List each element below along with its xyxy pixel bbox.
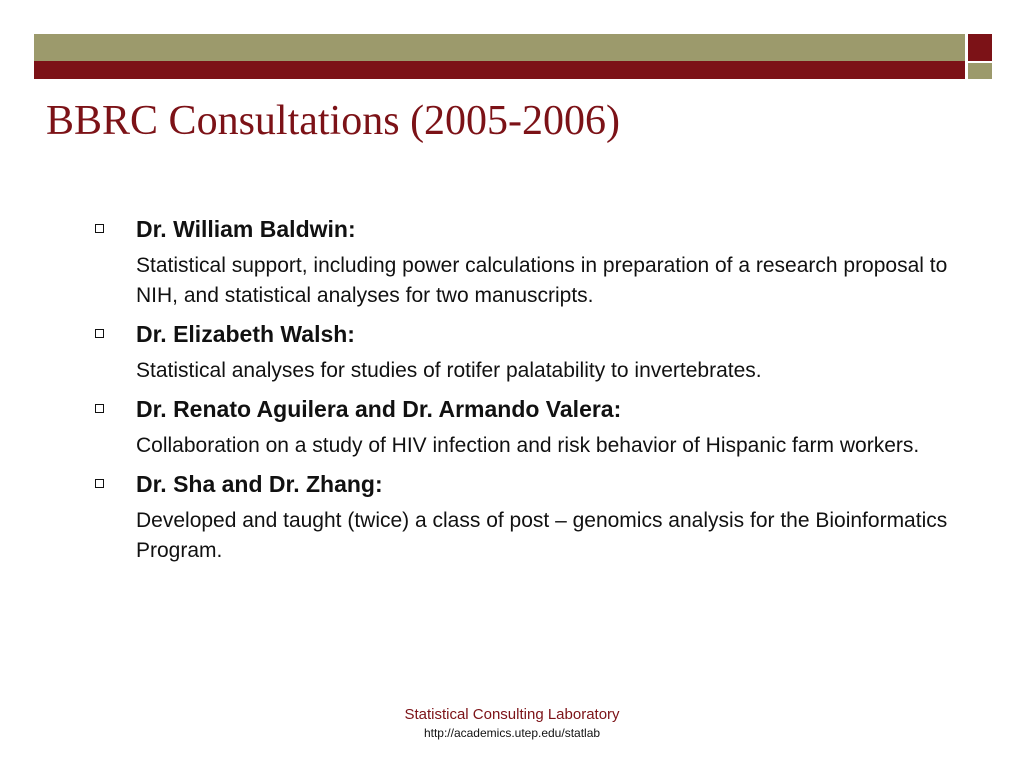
header-maroon-bar <box>34 61 965 79</box>
slide-title: BBRC Consultations (2005-2006) <box>46 98 621 144</box>
hollow-square-bullet-icon <box>95 479 104 488</box>
hollow-square-bullet-icon <box>95 404 104 413</box>
hollow-square-bullet-icon <box>95 224 104 233</box>
consultant-name: Dr. Renato Aguilera and Dr. Armando Valera: <box>136 396 622 422</box>
list-item-heading <box>92 212 972 246</box>
list-item-heading <box>92 392 972 426</box>
header-olive-square <box>968 63 992 79</box>
consultation-description: Statistical support, including power calculations in preparation of a research proposal to NIH, and statistical analyses for two manuscripts. <box>136 254 948 307</box>
list-item-heading <box>92 467 972 501</box>
consultant-name: Dr. William Baldwin: <box>136 216 356 242</box>
consultation-description: Statistical analyses for studies of rotifer palatability to invertebrates. <box>136 359 762 382</box>
header-olive-bar <box>34 34 965 61</box>
consultant-name: Dr. Sha and Dr. Zhang: <box>136 471 383 497</box>
list-item <box>92 212 972 311</box>
footer-lab-name: Statistical Consulting Laboratory <box>404 706 620 723</box>
footer-url: http://academics.utep.edu/statlab <box>423 726 601 740</box>
list-item <box>92 317 972 386</box>
list-item <box>92 392 972 461</box>
consultation-description: Collaboration on a study of HIV infection and risk behavior of Hispanic farm workers. <box>136 434 920 457</box>
list-item <box>92 467 972 566</box>
hollow-square-bullet-icon <box>95 329 104 338</box>
list-item-heading <box>92 317 972 351</box>
consultation-list <box>92 212 972 572</box>
header-maroon-square <box>968 34 992 61</box>
consultation-description: Developed and taught (twice) a class of post – genomics analysis for the Bioinformatics Program. <box>136 509 948 562</box>
consultant-name: Dr. Elizabeth Walsh: <box>136 321 355 347</box>
